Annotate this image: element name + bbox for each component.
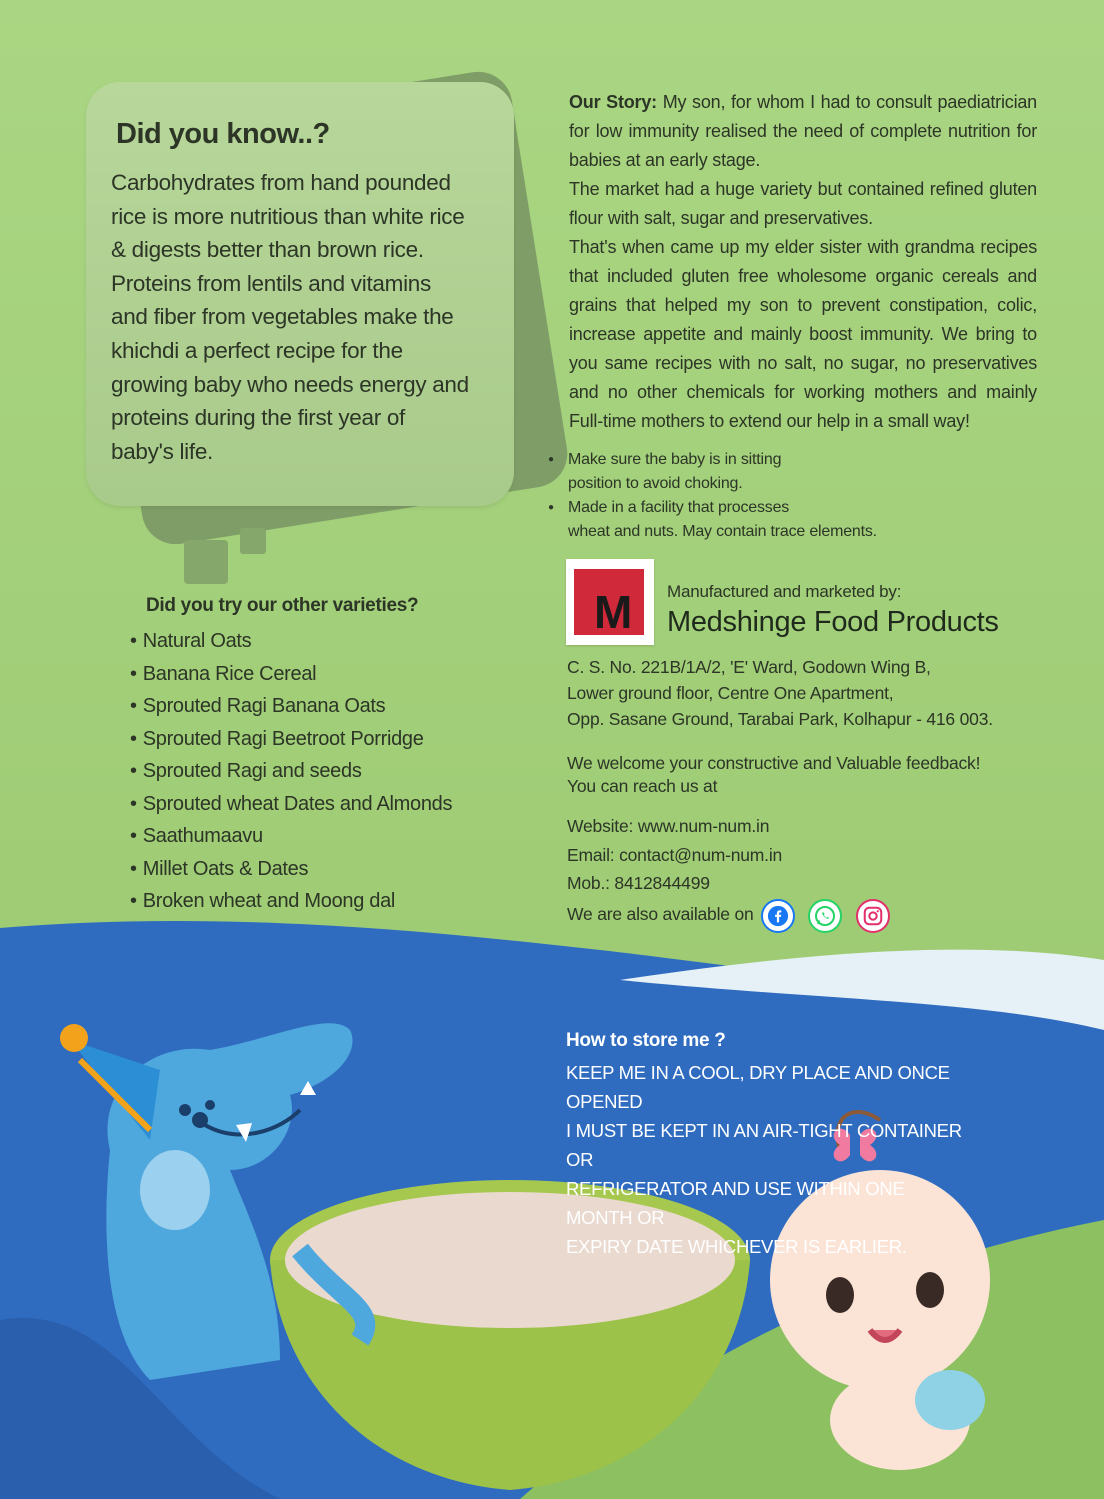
note-line: ● Made in a facility that processes [568, 499, 790, 516]
logo-letter: M [594, 586, 633, 638]
variety-item: • Sprouted wheat Dates and Almonds [130, 788, 452, 821]
decorative-square-small [240, 528, 266, 554]
address-line: Opp. Sasane Ground, Tarabai Park, Kolhapur - 416 003. [567, 709, 993, 729]
storage-line: REFRIGERATOR AND USE WITHIN ONE MONTH OR [566, 1178, 905, 1228]
feedback-line: You can reach us at [567, 776, 718, 796]
did-you-know-text [111, 166, 491, 468]
dyk-line: baby's life. [111, 438, 214, 464]
manufacturer-label: Manufactured and marketed by: [667, 582, 902, 601]
dyk-line: Proteins from lentils and vitamins [111, 270, 431, 296]
note-line: position to avoid choking. [568, 475, 743, 492]
note-line: wheat and nuts. May contain trace elements. [568, 523, 877, 540]
storage-title: How to store me ? [566, 1030, 726, 1051]
email-text: Email: contact@num-num.in [567, 844, 783, 865]
story-paragraph: That's when came up my elder sister with grandma recipes that included gluten free wholesome organic cereals and grains that helped my son to prevent constipation, colic, increase appetite and mainly boost immunity. We bring to you same recipes with no salt, no sugar, no preservatives and no other chemicals for working mothers and mainly Full-time mothers to extend our help in a small way! [569, 237, 1037, 431]
story-paragraph: The market had a huge variety but contained refined gluten flour with salt, sugar and preservatives. [569, 179, 1037, 228]
dyk-line: proteins during the first year of [111, 405, 406, 431]
storage-line: KEEP ME IN A COOL, DRY PLACE AND ONCE OPENED [566, 1062, 950, 1112]
dyk-line: and fiber from vegetables make the [111, 304, 454, 330]
dyk-line: khichdi a perfect recipe for the [111, 337, 403, 363]
varieties-title: Did you try our other varieties? [146, 595, 419, 616]
manufacturer-address [567, 654, 993, 732]
address-line: Lower ground floor, Centre One Apartment, [567, 683, 894, 703]
our-story [569, 88, 1037, 436]
manufacturer-name: Medshinge Food Products [667, 606, 999, 638]
variety-item: • Sprouted Ragi and seeds [130, 755, 452, 788]
decorative-square [184, 540, 228, 584]
feedback-line: We welcome your constructive and Valuable feedback! [567, 753, 981, 773]
variety-item: • Sprouted Ragi Beetroot Porridge [130, 723, 452, 756]
variety-item: • Sprouted Ragi Banana Oats [130, 690, 452, 723]
safety-notes [548, 448, 948, 544]
variety-item: • Broken wheat and Moong dal [130, 885, 452, 918]
did-you-know-title: Did you know..? [116, 118, 330, 150]
safety-note [548, 448, 948, 496]
note-line: ● Make sure the baby is in sitting [568, 451, 782, 468]
variety-item: • Banana Rice Cereal [130, 658, 452, 691]
story-paragraph [569, 88, 1037, 175]
mobile-text: Mob.: 8412844499 [567, 873, 710, 893]
storage-line: I MUST BE KEPT IN AN AIR-TIGHT CONTAINER OR [566, 1120, 962, 1170]
contact-info [567, 812, 782, 898]
dyk-line: Carbohydrates from hand pounded [111, 170, 451, 195]
medshinge-logo [566, 559, 654, 645]
logo-vertical-text: MEDSHINGE [568, 590, 575, 637]
variety-item: • Millet Oats & Dates [130, 853, 452, 886]
feedback-text [567, 752, 980, 798]
story-label: Our Story: [569, 92, 657, 112]
variety-item: • Saathumaavu [130, 820, 452, 853]
dyk-line: growing baby who needs energy and [111, 371, 469, 397]
varieties-list [130, 625, 452, 918]
variety-item: • Natural Oats [130, 625, 452, 658]
address-line: C. S. No. 221B/1A/2, 'E' Ward, Godown Wing B, [567, 657, 931, 677]
social-label: We are also available on [567, 904, 754, 924]
dyk-line: & digests better than brown rice. [111, 237, 424, 263]
safety-note [548, 496, 948, 544]
storage-instructions [566, 1058, 966, 1261]
website-text: Website: www.num-num.in [567, 816, 770, 836]
story-text: My son, for whom I had to consult paediatrician for low immunity realised the need of complete nutrition for babies at an early stage. [569, 92, 1037, 170]
dyk-line: rice is more nutritious than white rice [111, 203, 465, 229]
storage-line: EXPIRY DATE WHICHEVER IS EARLIER. [566, 1236, 907, 1257]
